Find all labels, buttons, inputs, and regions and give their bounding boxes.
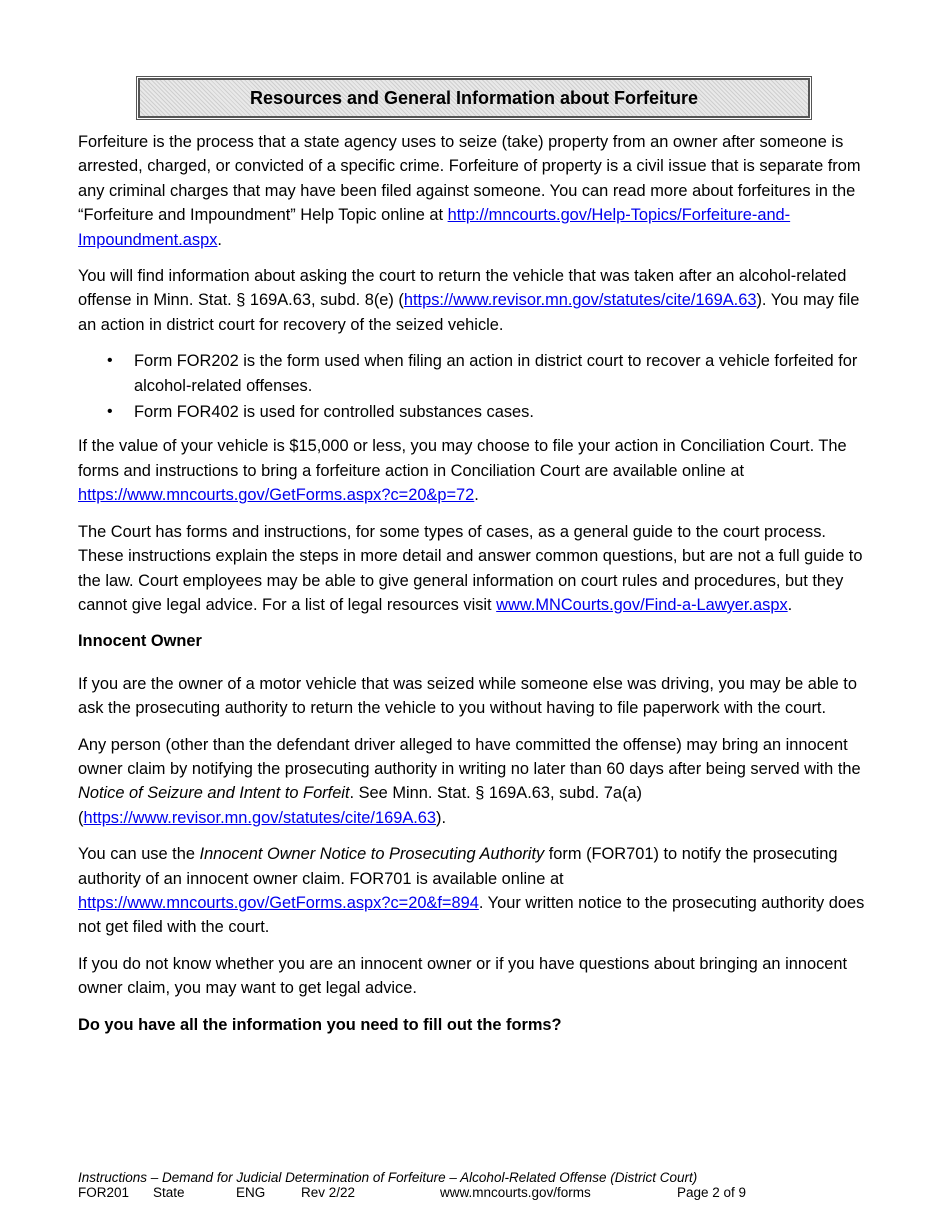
paragraph-text: ). <box>436 808 447 827</box>
paragraph-innocent-owner-claim <box>78 733 873 831</box>
paragraph-text: ). You may file an action in district court for recovery of the seized vehicle. <box>78 291 860 334</box>
footer-website: www.mncourts.gov/forms <box>440 1185 591 1200</box>
conciliation-forms-link[interactable]: https://www.mncourts.gov/GetForms.aspx?c=20&p=72 <box>78 486 475 505</box>
paragraph-text: . See Minn. Stat. § 169A.63, subd. 7a(a) ( <box>78 784 642 827</box>
footer-revision: Rev 2/22 <box>301 1185 356 1200</box>
forms-list <box>78 349 873 424</box>
paragraph-text: The Court has forms and instructions, for some types of cases, as a general guide to the court process. These instructions explain the steps in more detail and answer common questions, but are not a full guide to the law. Court employees may be able to give general information on court rules and procedures, but they cannot give legal advice. For a list of legal resources visit <box>78 522 863 614</box>
paragraph-text: You can use the <box>78 845 200 864</box>
innocent-owner-heading: Innocent Owner <box>78 632 202 651</box>
paragraph-text: . <box>474 486 479 505</box>
paragraph-text: . <box>787 595 793 614</box>
form-title: Innocent Owner Notice to Prosecuting Authority <box>199 845 545 864</box>
paragraph-for701 <box>78 842 873 940</box>
footer-meta <box>78 1185 878 1201</box>
paragraph-text: You will find information about asking the court to return the vehicle that was taken after an alcohol-related offense in Minn. Stat. § 169A.63, subd. 8(e) ( <box>78 267 847 310</box>
paragraph-legal-advice: If you do not know whether you are an innocent owner or if you have questions about bringing an innocent owner claim, you may want to get legal advice. <box>78 954 848 998</box>
paragraph-court-forms <box>78 520 873 618</box>
find-a-lawyer-link[interactable]: www.MNCourts.gov/Find-a-Lawyer.aspx <box>496 595 788 614</box>
paragraph-text: . <box>217 230 222 249</box>
paragraph-text: form (FOR701) to notify the prosecuting authority of an innocent owner claim. FOR701 is available online at <box>78 845 838 888</box>
footer-instructions: Instructions – Demand for Judicial Determination of Forfeiture – Alcohol-Related Offense (District Court) <box>78 1170 698 1185</box>
page-footer <box>78 1170 878 1201</box>
page-title: Resources and General Information about Forfeiture <box>249 87 699 108</box>
footer-page-number: Page 2 of 9 <box>677 1185 747 1200</box>
statute-link[interactable]: https://www.revisor.mn.gov/statutes/cite/169A.63 <box>403 291 757 310</box>
title-banner <box>138 78 810 118</box>
paragraph-text: Forfeiture is the process that a state agency uses to seize (take) property from an owner after someone is arrested, charged, or convicted of a specific crime. Forfeiture of property is a civil issue that is separate from any criminal charges that may have been filed against someone. You can read more about forfeitures in the “Forfeiture and Impoundment” Help Topic online at <box>78 133 861 225</box>
question-heading: Do you have all the information you need to fill out the forms? <box>78 1015 562 1034</box>
notice-title: Notice of Seizure and Intent to Forfeit <box>78 784 350 803</box>
paragraph-owner-seized: If you are the owner of a motor vehicle that was seized while someone else was driving, you may be able to ask the prosecuting authority to return the vehicle to you without having to file paperwork with the court. <box>78 674 857 718</box>
footer-language: ENG <box>236 1185 266 1200</box>
footer-jurisdiction: State <box>153 1185 185 1200</box>
paragraph-text: Any person (other than the defendant driver alleged to have committed the offense) may bring an innocent owner claim by notifying the prosecuting authority in writing no later than 60 days after being served with the <box>78 735 861 778</box>
help-topic-link[interactable]: http://mncourts.gov/Help-Topics/Forfeiture-and-Impoundment.aspx <box>78 206 791 249</box>
list-item: • Form FOR202 is the form used when filing an action in district court to recover a vehicle forfeited for alcohol-related offenses. <box>134 349 873 398</box>
paragraph-conciliation-court <box>78 434 873 507</box>
for701-link[interactable]: https://www.mncourts.gov/GetForms.aspx?c=20&f=894 <box>78 893 479 912</box>
footer-form-code: FOR201 <box>78 1185 130 1200</box>
document-body <box>78 130 873 1055</box>
paragraph-text: If the value of your vehicle is $15,000 or less, you may choose to file your action in Conciliation Court. The forms and instructions to bring a forfeiture action in Conciliation Court are available online at <box>78 437 847 480</box>
paragraph-forfeiture-intro <box>78 130 873 252</box>
paragraph-vehicle-return <box>78 264 873 337</box>
paragraph-text: . Your written notice to the prosecuting authority does not get filed with the court. <box>78 893 865 937</box>
statute-link[interactable]: https://www.revisor.mn.gov/statutes/cite/169A.63 <box>83 808 437 827</box>
list-item: • Form FOR402 is used for controlled substances cases. <box>134 400 873 424</box>
